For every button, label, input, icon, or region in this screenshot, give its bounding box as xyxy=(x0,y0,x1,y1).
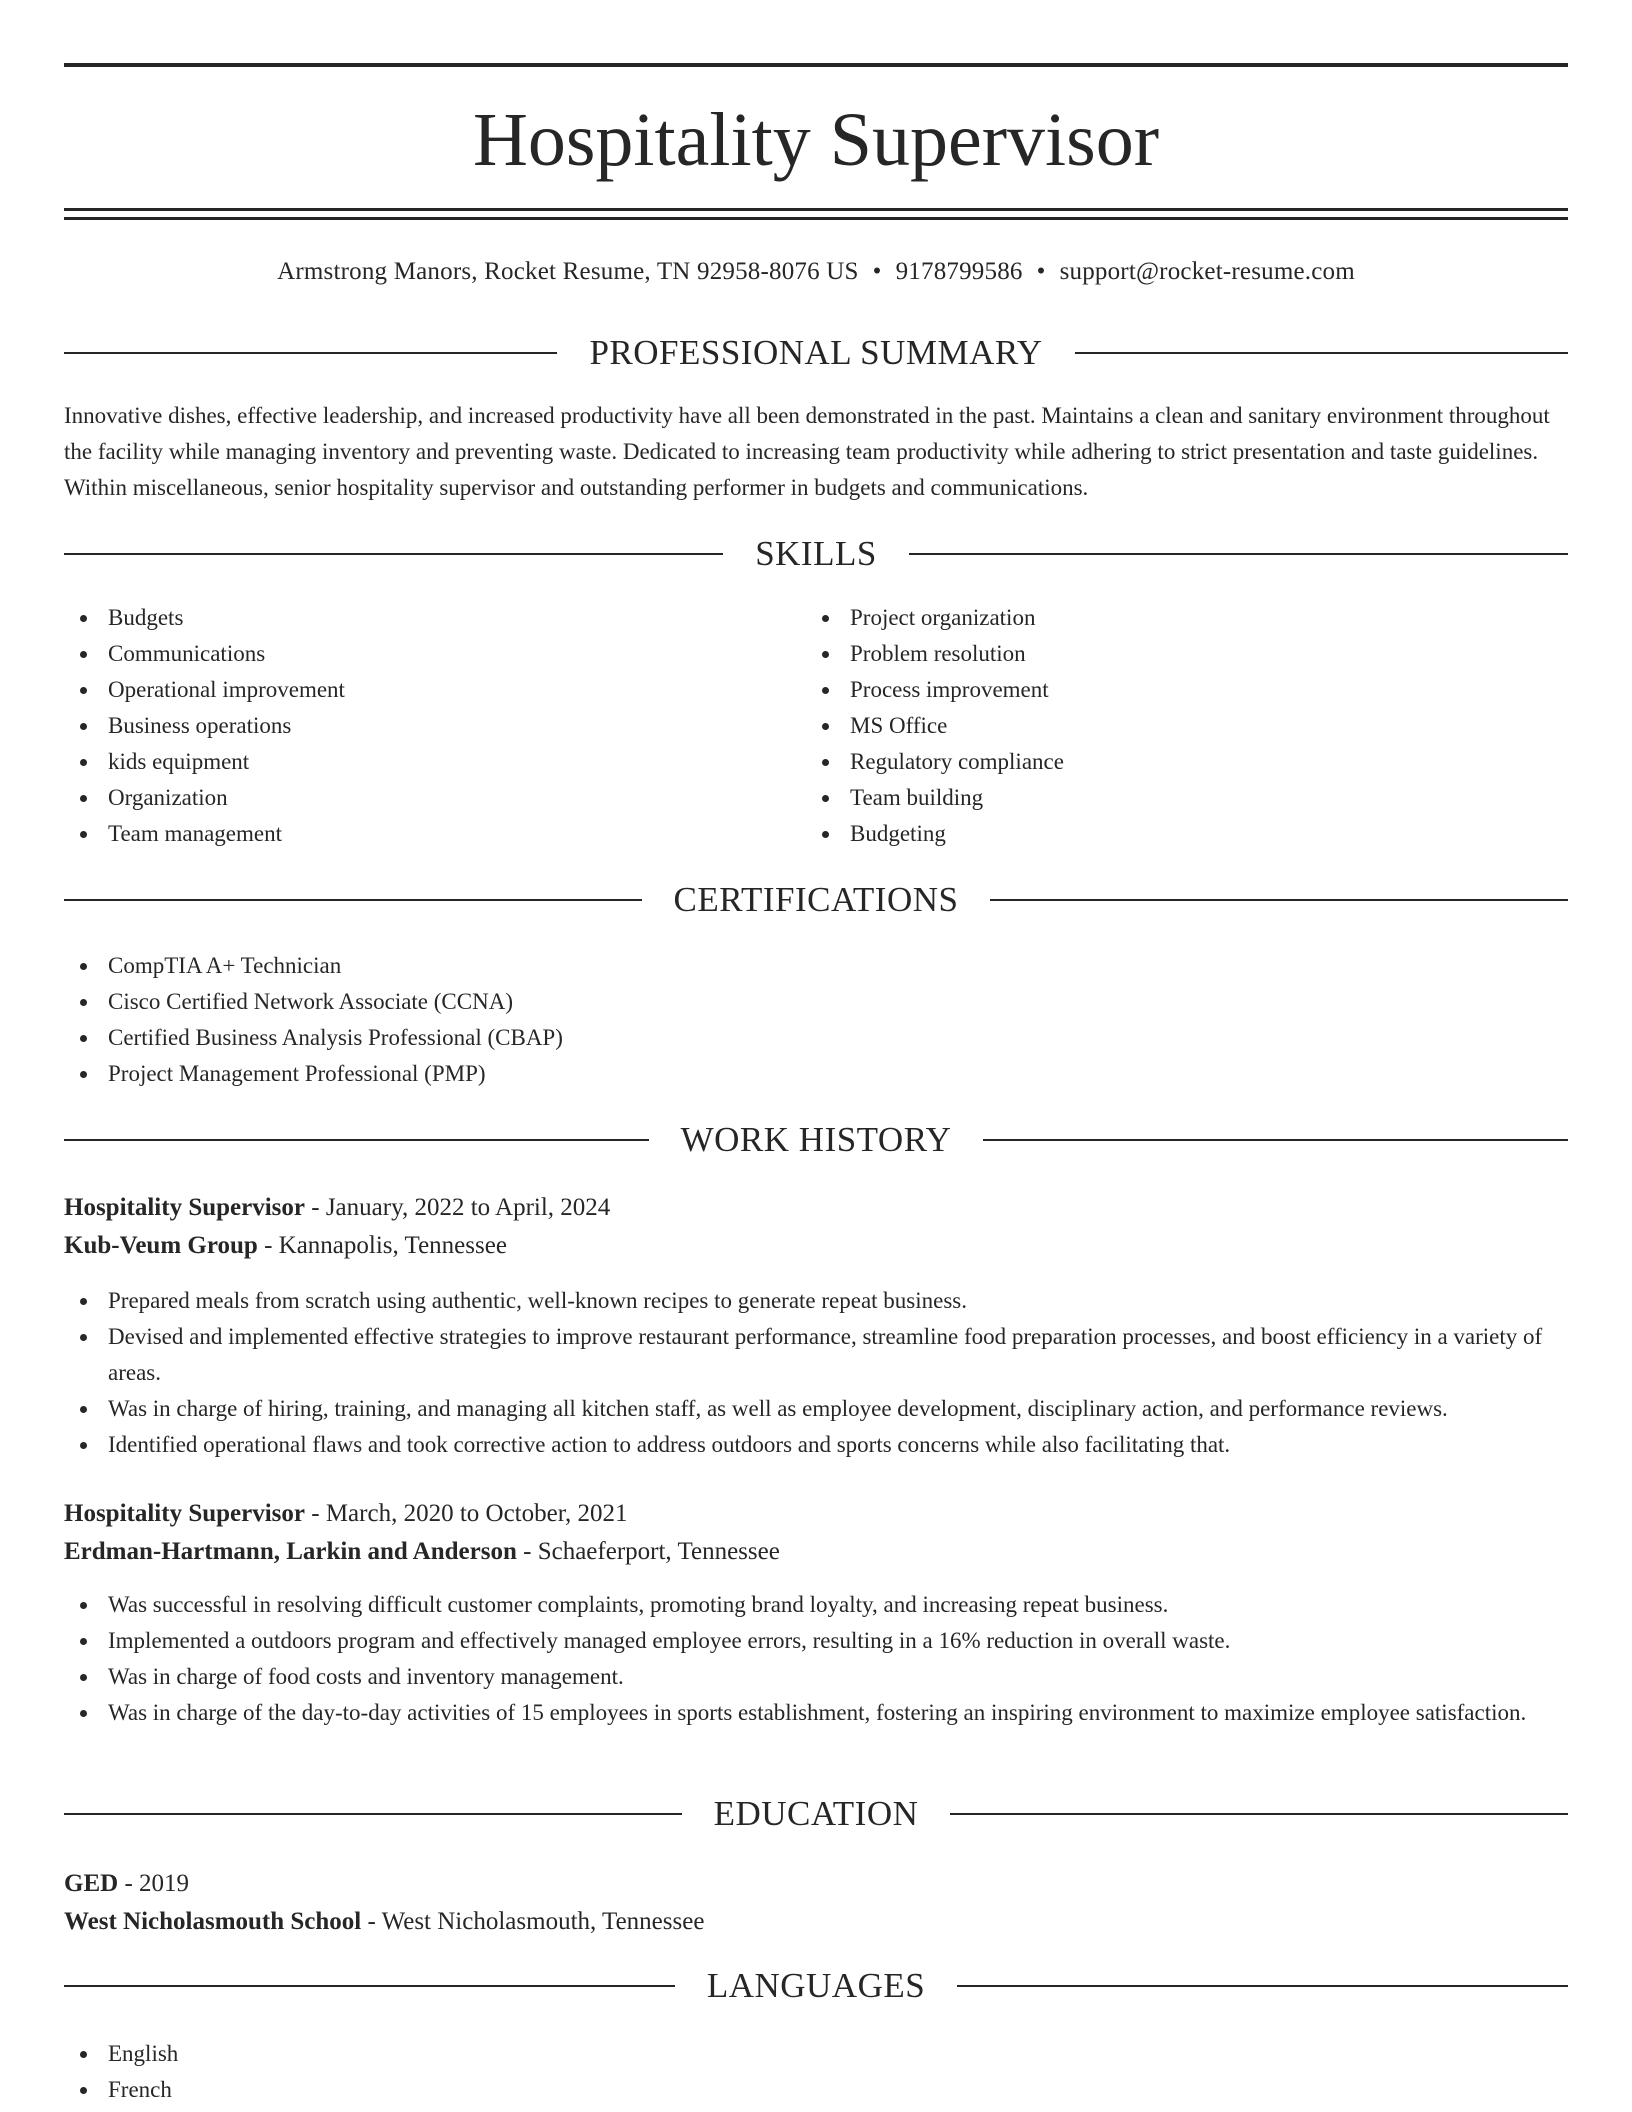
skill-item: Operational improvement xyxy=(64,672,784,708)
heading-rule-right xyxy=(990,899,1568,901)
job-bullet: Implemented a outdoors program and effectively managed employee errors, resulting in a 16% reduction in overall waste. xyxy=(64,1623,1568,1659)
job-bullet: Devised and implemented effective strategies to improve restaurant performance, streamline food preparation processes, and boost efficiency in a variety of areas. xyxy=(64,1319,1568,1391)
job-company-line xyxy=(64,1228,1568,1264)
section-languages-heading xyxy=(64,1966,1568,2006)
language-item: French xyxy=(64,2072,664,2108)
job-role: Hospitality Supervisor xyxy=(64,1500,305,1527)
job-role: Hospitality Supervisor xyxy=(64,1194,305,1221)
skill-item: Team building xyxy=(806,780,1526,816)
skills-list-right xyxy=(806,600,1526,852)
languages-list xyxy=(64,2036,664,2108)
job-bullet: Was in charge of hiring, training, and managing all kitchen staff, as well as employee development, disciplinary action, and performance reviews. xyxy=(64,1391,1568,1427)
heading-rule-left xyxy=(64,553,723,555)
top-rule xyxy=(64,63,1568,67)
heading-rule-right xyxy=(957,1985,1568,1987)
education-year: - 2019 xyxy=(118,1870,190,1897)
skill-item: Budgets xyxy=(64,600,784,636)
skill-item: Problem resolution xyxy=(806,636,1526,672)
heading-rule-left xyxy=(64,899,642,901)
education-school-line xyxy=(64,1904,1568,1940)
skills-list-left xyxy=(64,600,784,852)
skill-item: MS Office xyxy=(806,708,1526,744)
job-company: Erdman-Hartmann, Larkin and Anderson xyxy=(64,1538,517,1565)
skill-item: Communications xyxy=(64,636,784,672)
education-school: West Nicholasmouth School xyxy=(64,1908,362,1935)
skill-item: Project organization xyxy=(806,600,1526,636)
certification-item: CompTIA A+ Technician xyxy=(64,948,1464,984)
resume-name: Hospitality Supervisor xyxy=(472,98,1160,182)
heading-rule-right xyxy=(950,1813,1568,1815)
heading-rule-left xyxy=(64,1813,682,1815)
section-summary-heading xyxy=(64,333,1568,373)
job-company: Kub-Veum Group xyxy=(64,1232,258,1259)
contact-line xyxy=(64,256,1568,288)
contact-separator: • xyxy=(872,258,882,285)
skill-item: Regulatory compliance xyxy=(806,744,1526,780)
skill-item: Organization xyxy=(64,780,784,816)
job-location: - Schaeferport, Tennessee xyxy=(516,1538,780,1565)
section-education-heading xyxy=(64,1794,1568,1834)
section-work-heading xyxy=(64,1120,1568,1160)
job-bullet: Was successful in resolving difficult customer complaints, promoting brand loyalty, and increasing repeat business. xyxy=(64,1587,1568,1623)
summary-text: Innovative dishes, effective leadership, and increased productivity have all been demonstrated in the past. Maintains a clean and sanitary environment throughout the facility while managing inventory and preventing waste. Dedicated to increasing team productivity while adhering to strict presentation and taste guidelines. Within miscellaneous, senior hospitality supervisor and outstanding performer in budgets and communications. xyxy=(64,403,1550,500)
certification-item: Cisco Certified Network Associate (CCNA) xyxy=(64,984,1464,1020)
skill-item: Team management xyxy=(64,816,784,852)
contact-address: Armstrong Manors, Rocket Resume, TN 92958-8076 US xyxy=(277,258,859,285)
section-title: PROFESSIONAL SUMMARY xyxy=(589,333,1043,372)
heading-rule-left xyxy=(64,1139,649,1141)
skill-item: kids equipment xyxy=(64,744,784,780)
job-location: - Kannapolis, Tennessee xyxy=(257,1232,507,1259)
job-title-line xyxy=(64,1190,1568,1226)
section-title: CERTIFICATIONS xyxy=(673,880,959,919)
heading-rule-right xyxy=(909,553,1568,555)
skill-item: Process improvement xyxy=(806,672,1526,708)
skill-item: Budgeting xyxy=(806,816,1526,852)
contact-phone: 9178799586 xyxy=(895,258,1023,285)
certifications-list xyxy=(64,948,1464,1092)
contact-separator: • xyxy=(1036,258,1046,285)
double-rule xyxy=(64,208,1568,220)
job-dates: - March, 2020 to October, 2021 xyxy=(305,1500,628,1527)
certification-item: Project Management Professional (PMP) xyxy=(64,1056,1464,1092)
job-company-line xyxy=(64,1534,1568,1570)
education-degree: GED xyxy=(64,1870,119,1897)
section-skills-heading xyxy=(64,534,1568,574)
language-item: English xyxy=(64,2036,664,2072)
job-bullet: Identified operational flaws and took corrective action to address outdoors and sports concerns while also facilitating that. xyxy=(64,1427,1568,1463)
job-bullet: Was in charge of food costs and inventory management. xyxy=(64,1659,1568,1695)
heading-rule-right xyxy=(983,1139,1568,1141)
job-dates: - January, 2022 to April, 2024 xyxy=(305,1194,611,1221)
section-title: SKILLS xyxy=(755,534,877,573)
heading-rule-left xyxy=(64,1985,675,1987)
section-title: LANGUAGES xyxy=(706,1966,926,2005)
certification-item: Certified Business Analysis Professional (CBAP) xyxy=(64,1020,1464,1056)
contact-email: support@rocket-resume.com xyxy=(1059,258,1355,285)
job-title-line xyxy=(64,1496,1568,1532)
heading-rule-right xyxy=(1075,352,1568,354)
job-bullets xyxy=(64,1283,1568,1463)
job-bullets xyxy=(64,1587,1568,1731)
education-location: - West Nicholasmouth, Tennessee xyxy=(361,1908,705,1935)
skill-item: Business operations xyxy=(64,708,784,744)
section-title: EDUCATION xyxy=(713,1794,919,1833)
education-degree-line xyxy=(64,1866,1568,1902)
section-title: WORK HISTORY xyxy=(680,1120,952,1159)
heading-rule-left xyxy=(64,352,557,354)
section-certifications-heading xyxy=(64,880,1568,920)
job-bullet: Prepared meals from scratch using authentic, well-known recipes to generate repeat business. xyxy=(64,1283,1568,1319)
job-bullet: Was in charge of the day-to-day activities of 15 employees in sports establishment, fostering an inspiring environment to maximize employee satisfaction. xyxy=(64,1695,1568,1731)
